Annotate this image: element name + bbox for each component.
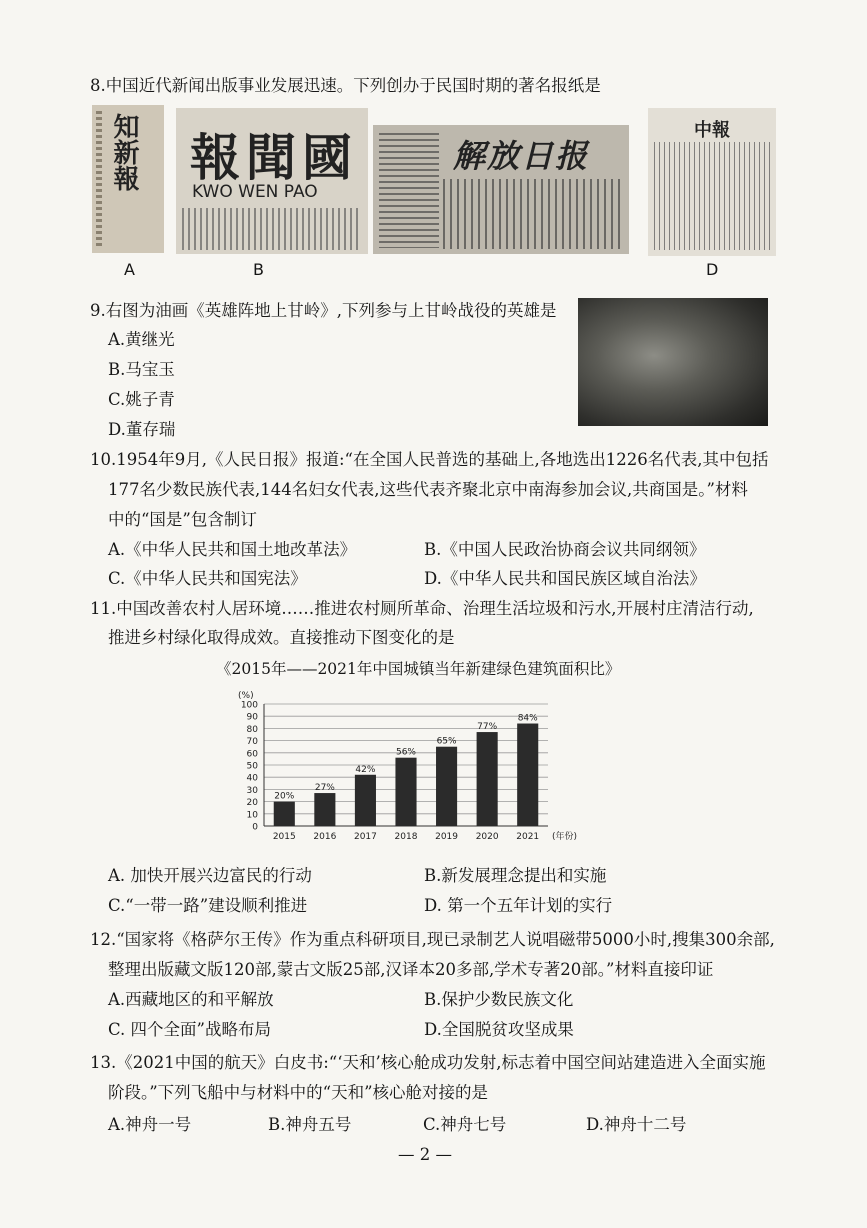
bar-value-label: 56%: [395, 747, 417, 758]
q10-line-3: 中的“国是”包含制订: [108, 510, 257, 529]
y-tick-label: 100: [240, 700, 258, 711]
q11-option-b: B.新发展理念提出和实施: [424, 866, 607, 885]
newspaper-c-title: 解放日报: [453, 137, 590, 175]
bar-chart: [230, 684, 600, 846]
y-tick-label: 20: [246, 798, 258, 809]
q11-option-d: D. 第一个五年计划的实行: [424, 896, 613, 915]
q9-stem: 9.右图为油画《英雄阵地上甘岭》,下列参与上甘岭战役的英雄是: [90, 301, 557, 320]
newspaper-d-image: [648, 108, 776, 256]
newspaper-a-title: 知新報: [109, 113, 139, 191]
q13-option-a: A.神舟一号: [108, 1115, 192, 1134]
q13-option-c: C.神舟七号: [423, 1115, 507, 1134]
q12-line-1: 12.“国家将《格萨尔王传》作为重点科研项目,现已录制艺人说唱磁带5000小时,搜集300余部,: [90, 930, 775, 949]
bar: [517, 724, 538, 826]
x-tick-label: 2015: [272, 832, 296, 842]
x-tick-label: 2020: [475, 832, 499, 842]
q10-line-1: 10.1954年9月,《人民日报》报道:“在全国人民普选的基础上,各地选出1226名代表,其中包括: [90, 450, 769, 469]
x-tick-label: 2021: [516, 832, 540, 842]
q12-option-c: C. 四个全面”战略布局: [108, 1020, 271, 1039]
bar: [355, 775, 376, 826]
newspaper-d-title: 中報: [694, 120, 730, 141]
y-tick-label: 60: [246, 749, 258, 760]
q13-option-b: B.神舟五号: [268, 1115, 352, 1134]
q12-line-2: 整理出版藏文版120部,蒙古文版25部,汉译本20多部,学术专著20部。”材料直接印证: [108, 960, 714, 979]
bar: [477, 732, 498, 826]
newspaper-b-subtitle: KWO WEN PAO: [192, 182, 318, 202]
q10-option-a: A.《中华人民共和国土地改革法》: [108, 540, 357, 559]
q13-line-2: 阶段。”下列飞船中与材料中的“天和”核心舱对接的是: [108, 1083, 489, 1102]
bar-value-label: 65%: [436, 736, 457, 747]
q10-line-2: 177名少数民族代表,144名妇女代表,这些代表齐聚北京中南海参加会议,共商国是。”材料: [108, 480, 748, 499]
q10-option-b: B.《中国人民政治协商会议共同纲领》: [424, 540, 706, 559]
y-tick-label: 50: [246, 761, 258, 772]
y-tick-label: 70: [246, 737, 258, 748]
q11-line-2: 推进乡村绿化取得成效。直接推动下图变化的是: [108, 628, 455, 647]
q10-option-c: C.《中华人民共和国宪法》: [108, 569, 307, 588]
bar-value-label: 27%: [314, 783, 335, 794]
newspaper-b-image: [176, 108, 368, 254]
q12-option-d: D.全国脱贫攻坚成果: [424, 1020, 574, 1039]
q12-option-a: A.西藏地区的和平解放: [108, 990, 274, 1009]
newspaper-a-image: [92, 105, 164, 253]
newspaper-d-label: D: [706, 260, 719, 279]
page-number: — 2 —: [398, 1145, 452, 1164]
q11-option-a: A. 加快开展兴边富民的行动: [108, 866, 312, 885]
q13-line-1: 13.《2021中国的航天》白皮书:“‘天和’核心舱成功发射,标志着中国空间站建造进入全面实施: [90, 1053, 766, 1072]
y-tick-label: 30: [246, 785, 258, 796]
q10-option-d: D.《中华人民共和国民族区域自治法》: [424, 569, 706, 588]
newspaper-c-image: [373, 125, 629, 254]
q13-option-d: D.神舟十二号: [586, 1115, 687, 1134]
bar-value-label: 84%: [517, 713, 538, 724]
x-axis-label: (年份): [552, 832, 578, 842]
bar: [274, 802, 295, 826]
q9-option-d: D.董存瑞: [108, 420, 176, 439]
y-tick-label: 0: [252, 822, 258, 833]
x-tick-label: 2017: [353, 832, 377, 842]
bar: [436, 747, 457, 826]
q9-option-b: B.马宝玉: [108, 360, 175, 379]
x-tick-label: 2018: [394, 832, 418, 842]
bar-value-label: 20%: [274, 791, 295, 802]
y-tick-label: 90: [246, 712, 258, 723]
bar-chart-svg: [230, 684, 600, 846]
newspaper-b-title: 報聞國: [190, 128, 358, 187]
newspaper-b-label: B: [253, 260, 264, 279]
oil-painting-image: [578, 298, 768, 426]
bar-value-label: 42%: [355, 764, 376, 775]
q8-stem: 8.中国近代新闻出版事业发展迅速。下列创办于民国时期的著名报纸是: [90, 76, 601, 95]
y-axis-label: (%): [238, 691, 254, 701]
q9-option-c: C.姚子青: [108, 390, 175, 409]
chart-title: 《2015年——2021年中国城镇当年新建绿色建筑面积比》: [216, 660, 621, 678]
q11-line-1: 11.中国改善农村人居环境……推进农村厕所革命、治理生活垃圾和污水,开展村庄清洁行动,: [90, 599, 754, 618]
newspaper-a-label: A: [124, 260, 135, 279]
x-tick-label: 2019: [435, 832, 459, 842]
q12-option-b: B.保护少数民族文化: [424, 990, 574, 1009]
q11-option-c: C.“一带一路”建设顺利推进: [108, 896, 308, 915]
x-tick-label: 2016: [313, 832, 337, 842]
y-tick-label: 10: [246, 810, 258, 821]
y-tick-label: 40: [246, 773, 258, 784]
bar: [314, 793, 335, 826]
bar: [395, 758, 416, 826]
y-tick-label: 80: [246, 724, 258, 735]
q9-option-a: A.黄继光: [108, 330, 175, 349]
bar-value-label: 77%: [477, 722, 498, 733]
